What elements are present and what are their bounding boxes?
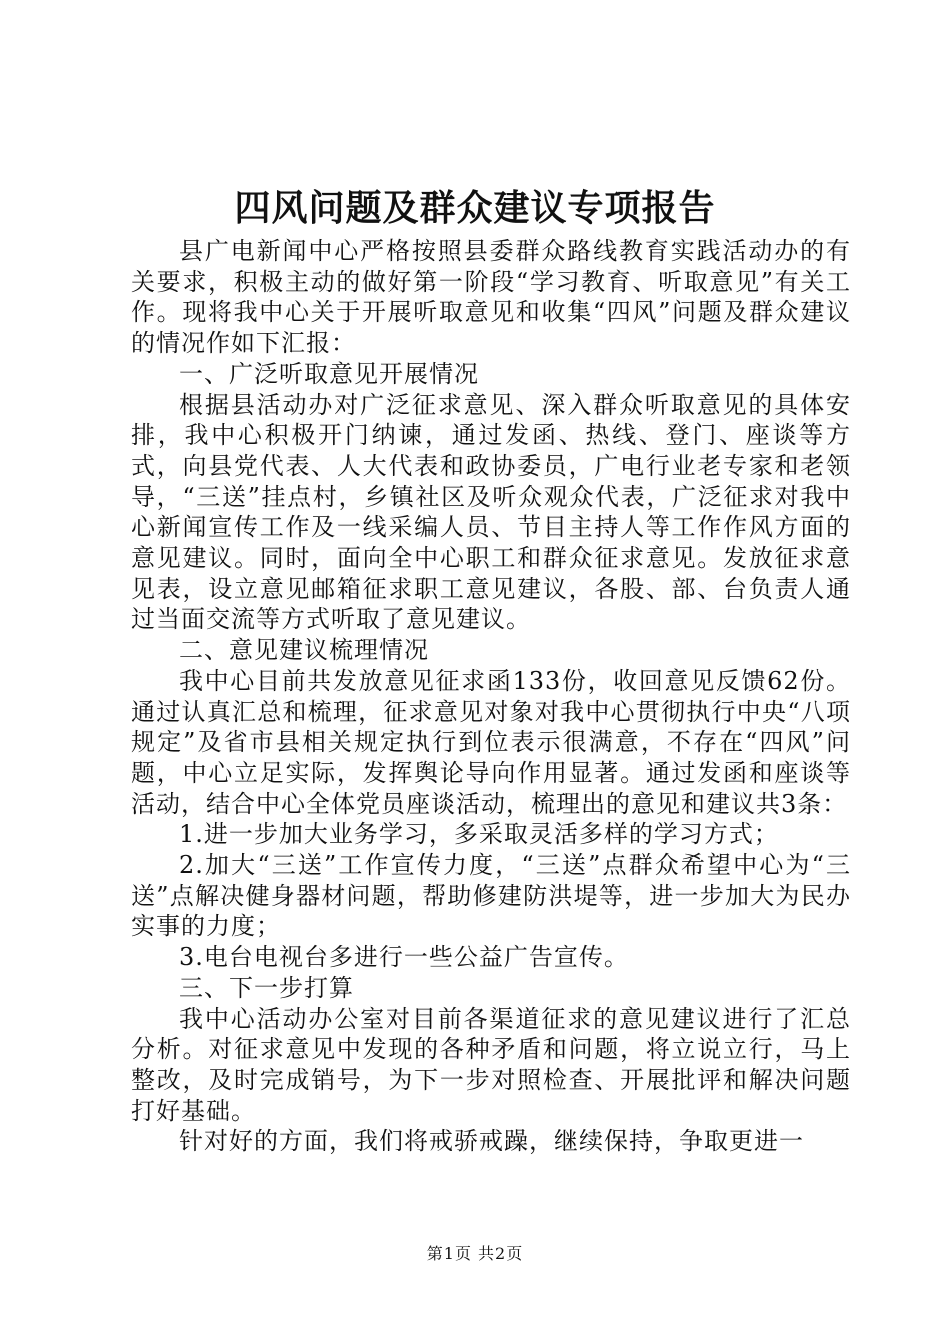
section-heading-3: 三、下一步打算: [179, 973, 354, 1002]
list-item-2: 2.加大“三送”工作宣传力度，“三送”点群众希望中心为“三送”点解决健身器材问题，帮助修建防洪堤等，进一步加大为民办实事的力度；: [131, 851, 851, 941]
section-heading-2: 二、意见建议梳理情况: [179, 636, 429, 665]
paragraph-section-3: 我中心活动办公室对目前各渠道征求的意见建议进行了汇总分析。对征求意见中发现的各种矛盾和问题，将立说立行，马上整改，及时完成销号，为下一步对照检查、开展批评和解决问题打好基础。: [131, 1004, 851, 1125]
paragraph-section-2: 我中心目前共发放意见征求函133份，收回意见反馈62份。通过认真汇总和梳理，征求意见对象对我中心贯彻执行中央“八项规定”及省市县相关规定执行到位表示很满意，不存在“四风”问题，中心立足实际，发挥舆论导向作用显著。通过发函和座谈等活动，结合中心全体党员座谈活动，梳理出的意见和建议共3条：: [131, 666, 851, 818]
page-number-footer: 第1页 共2页: [426, 1244, 524, 1263]
section-heading-1: 一、广泛听取意见开展情况: [179, 359, 479, 388]
paragraph-section-1: 根据县活动办对广泛征求意见、深入群众听取意见的具体安排，我中心积极开门纳谏，通过发函、热线、登门、座谈等方式，向县党代表、人大代表和政协委员，广电行业老专家和老领导，“三送”挂点村，乡镇社区及听众观众代表，广泛征求对我中心新闻宣传工作及一线采编人员、节目主持人等工作作风方面的意见建议。同时，面向全中心职工和群众征求意见。发放征求意见表，设立意见邮箱征求职工意见建议，各股、部、台负责人通过当面交流等方式听取了意见建议。: [131, 390, 851, 634]
list-item-1: 1.进一步加大业务学习，多采取灵活多样的学习方式；: [179, 820, 779, 849]
paragraph-closing: 针对好的方面，我们将戒骄戒躁，继续保持，争取更进一: [179, 1127, 804, 1156]
document-body: [131, 236, 851, 1157]
paragraph-intro: 县广电新闻中心严格按照县委群众路线教育实践活动办的有关要求，积极主动的做好第一阶段“学习教育、听取意见”有关工作。现将我中心关于开展听取意见和收集“四风”问题及群众建议的情况作如下汇报：: [131, 237, 851, 358]
document-title: 四风问题及群众建议专项报告: [234, 187, 716, 229]
list-item-3: 3.电台电视台多进行一些公益广告宣传。: [179, 943, 629, 972]
